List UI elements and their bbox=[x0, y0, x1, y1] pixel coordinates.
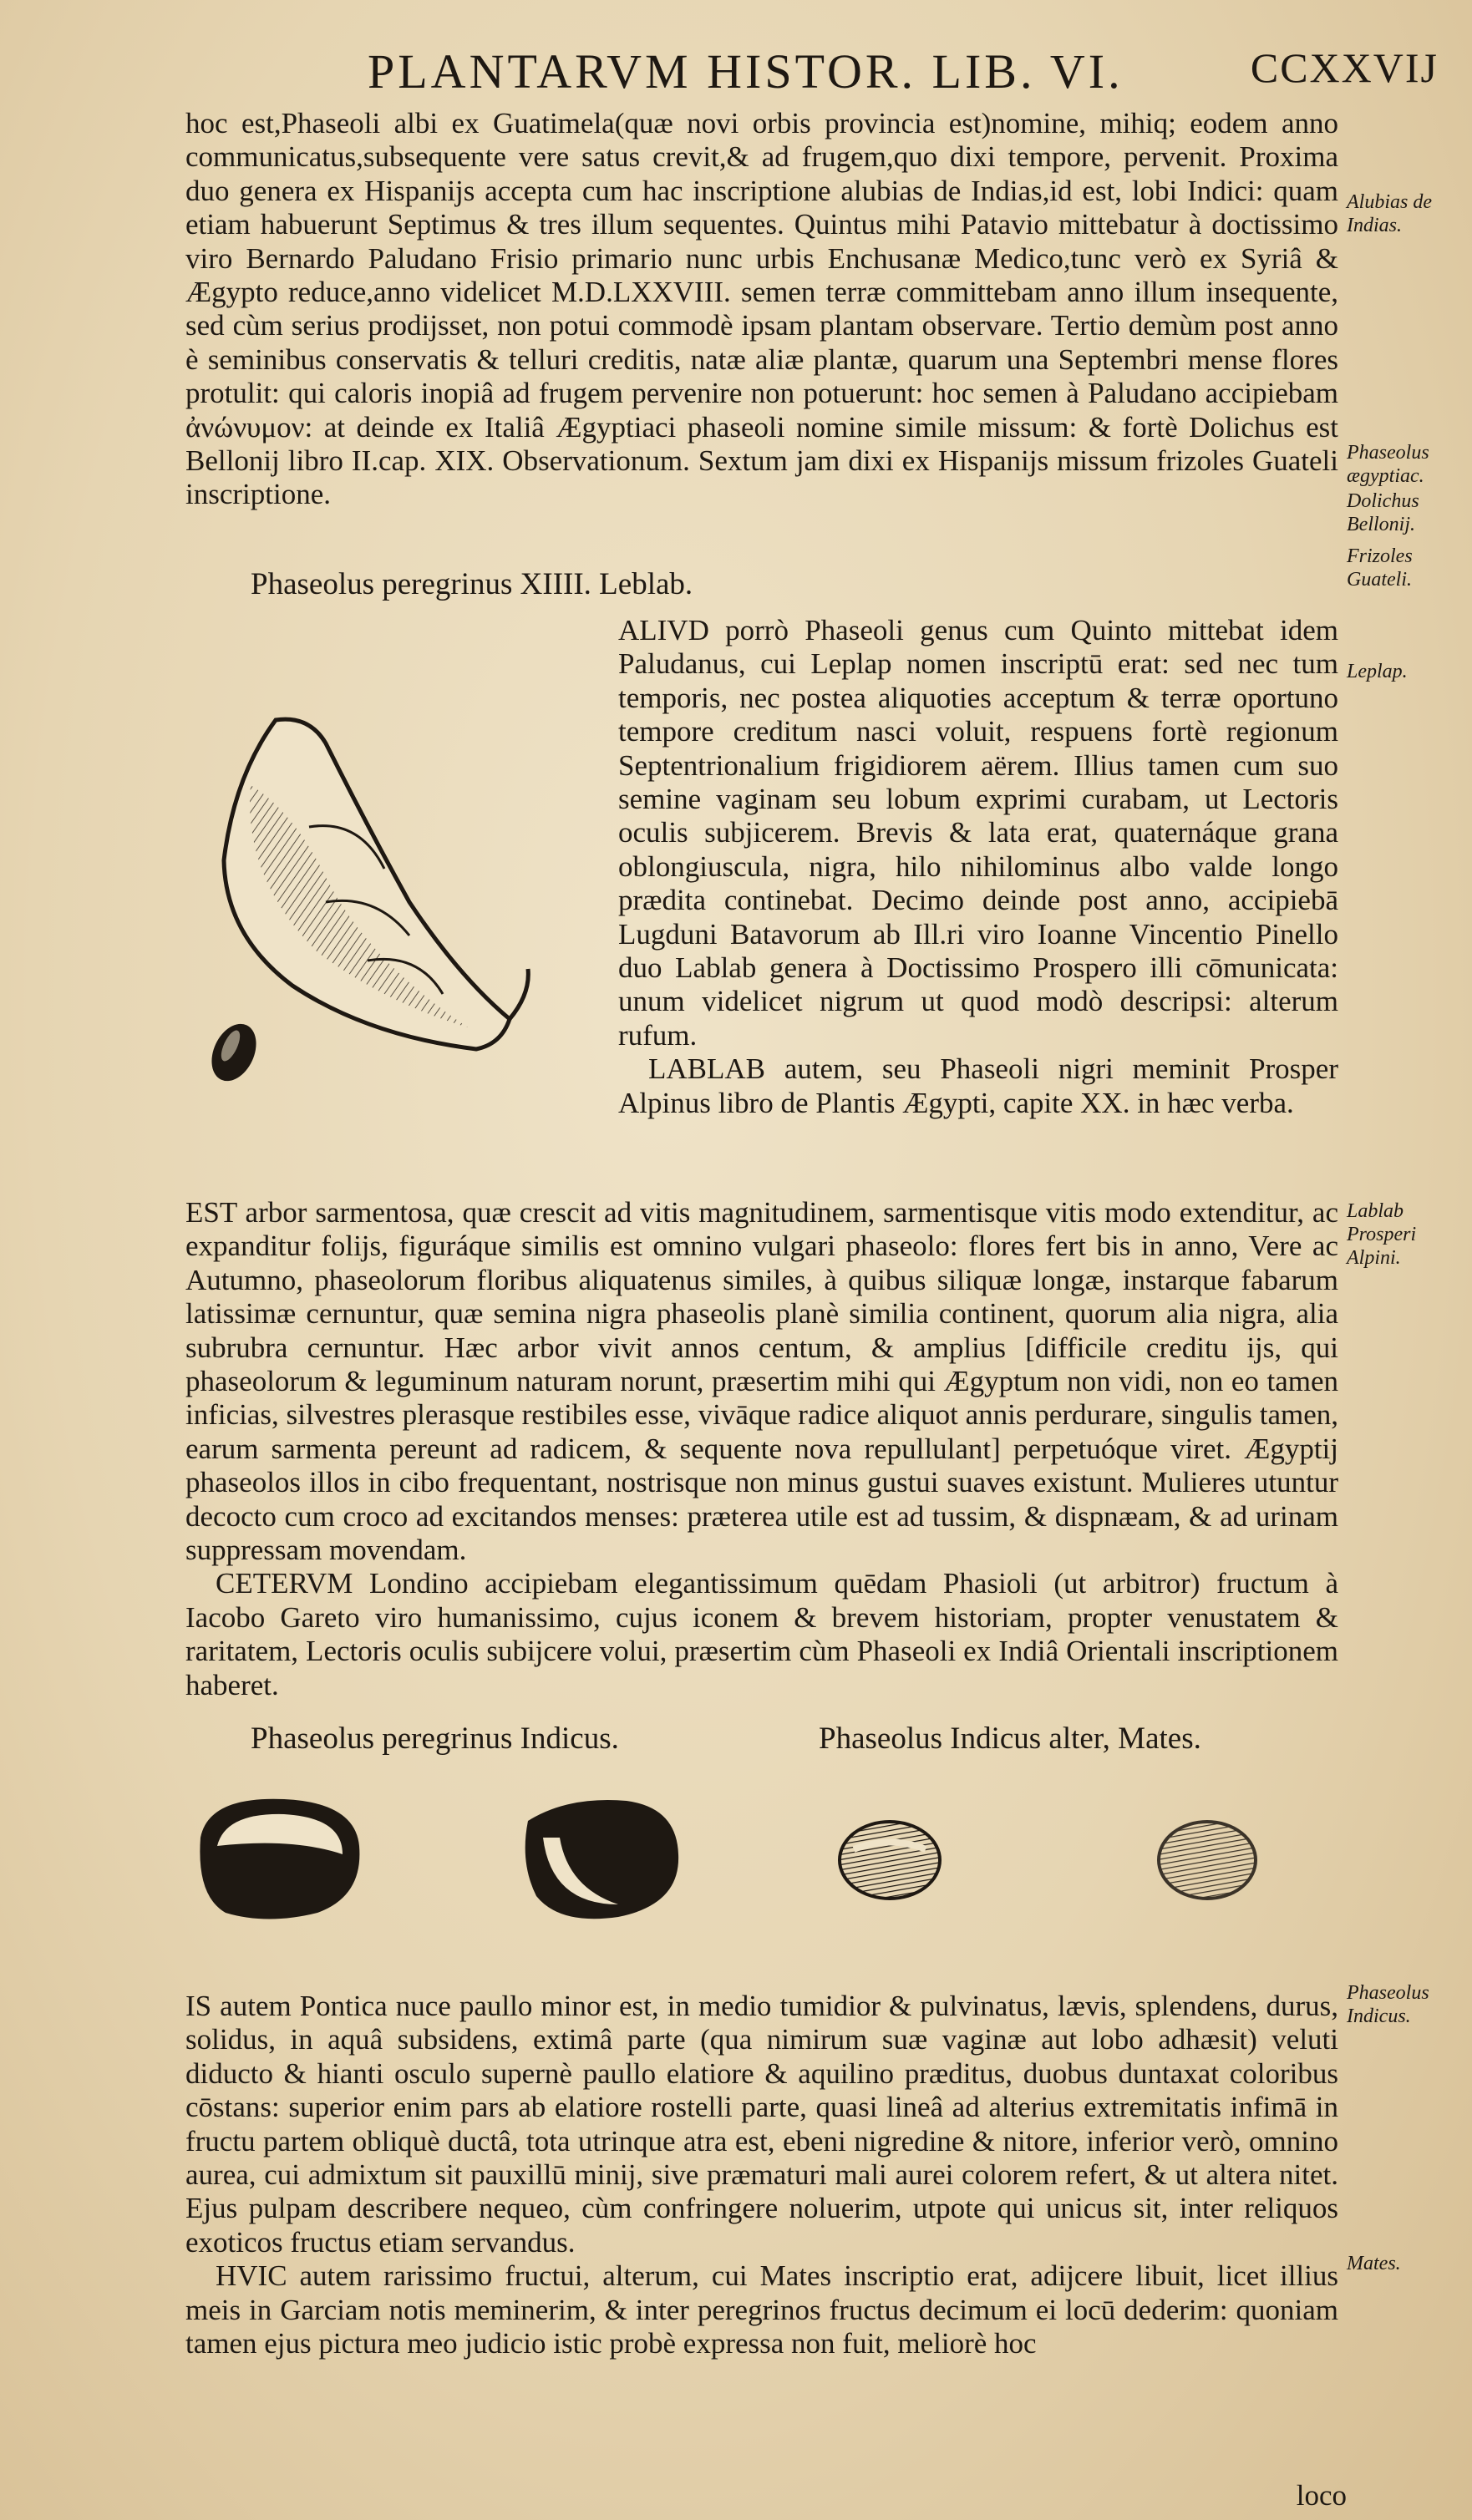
paragraph-ceterum: CETERVM Londino accipiebam elegantissimum quēdam Phasioli (ut arbitror) fructum à Iacobo Gareto viro humanissimo, cujus iconem & brevem historiam, propter venustatem & raritatem, Lectoris oculis subijcere volui, præsertim cùm Phaseoli ex Indiâ Orientali inscriptionem haberet. bbox=[185, 1567, 1338, 1701]
pod-outline bbox=[224, 719, 510, 1049]
margin-note-dolichus: Dolichus Bellonij. bbox=[1347, 490, 1419, 535]
indicus-bean-figure-1 bbox=[192, 1787, 368, 1929]
paragraph-huic-autem: HVIC autem rarissimo fructui, alterum, cui Mates inscriptio erat, adijcere libuit, licet illius meis in Garciam notis meminerim, & inter peregrinos fructus decimum ei locū dederim: quoniam tamen ejus pictura meo judicio istic probè expressa non fuit, meliorè hoc bbox=[185, 2259, 1338, 2360]
catchword: loco bbox=[1296, 2479, 1347, 2512]
paragraph-is-autem: IS autem Pontica nuce paullo minor est, in medio tumidior & pulvinatus, lævis, splendens, durus, solidus, in aquâ subsidens, extimâ parte (qua nimirum suæ vaginæ aut lobo adhæsit) veluti diducto & hianti osculo supernè paullo elatiore & aquilino præditus, duobus duntaxat coloribus cōstans: superior enim pars ab elatiore rostelli parte, quasi lineâ ad alterius extremitatis infimā in fructu partem obliquè ductâ, tota utrinque atra est, ebeni nigredine & nitore, inferior verò, omnino aurea, cui admixtum sit pauxillū minij, sive præmaturi mali aurei colorem refert, & ut altera nitet. Ejus pulpam describere nequeo, cùm confringere noluerim, utpote qui unicus sit, inter reliquos exoticos fructus etiam servandus. bbox=[185, 1990, 1338, 2259]
text-block-2 bbox=[618, 614, 1338, 1120]
margin-note-mates: Mates. bbox=[1347, 2253, 1401, 2274]
folio-number: CCXXVIJ bbox=[1250, 44, 1439, 91]
margin-note-leplap: Leplap. bbox=[1347, 661, 1408, 682]
indicus-bean-view-2 bbox=[518, 1787, 685, 1929]
page-header bbox=[368, 43, 1439, 102]
paragraph-est-arbor: EST arbor sarmentosa, quæ crescit ad vitis magnitudinem, sarmentisque vitis modo extenditur, ac expanditur folijs, figuráque similis est omnino vulgari phaseolo: flores fert bis in anno, Vere ac Autumno, phaseolorum floribus aliquatenus similes, à quibus siliquæ longæ, instarque fabarum latissimæ cernuntur, quæ semina nigra phaseolis planè similia continent, quorum alia nigra, alia subrubra cernuntur. Hæc arbor vivit annos centum, & amplius [difficile creditu ijs, qui phaseolorum & leguminum naturam norunt, præsertim mihi qui Ægyptum non vidi, non eo tamen inficias, silvestres plerasque restibiles esse, vivāque radice aliquot annis perdurare, singulis tamen, earum sarmenta pereunt ad radicem, & sequente nova repullulant] perpetuóque viret. Ægyptij phaseolos illos in cibo frequentant, nostrisque non minus gustui suaves existunt. Mulieres utuntur decocto cum croco ad excitandos menses: præterea utile est ad tussim, & dispnæam, & ad urinam suppressam movendam. bbox=[185, 1196, 1338, 1567]
margin-note-lablab-prosperi: Lablab Prosperi Alpini. bbox=[1347, 1200, 1417, 1269]
indicus-bean-figure-2 bbox=[518, 1787, 685, 1929]
mates-bean-figure-1 bbox=[835, 1814, 944, 1906]
margin-note-frizoles: Frizoles Guateli. bbox=[1347, 545, 1413, 591]
leblab-pod-figure bbox=[200, 685, 560, 1094]
mates-bean-view-1 bbox=[835, 1814, 944, 1906]
leblab-pod-illustration bbox=[200, 685, 560, 1094]
mates-bean-view-2 bbox=[1153, 1814, 1261, 1906]
text-block-1 bbox=[185, 107, 1338, 512]
margin-note-alubias: Alubias de Indias. bbox=[1347, 191, 1432, 236]
text-block-3 bbox=[185, 1196, 1338, 1702]
margin-note-phaseolus-aegyptiac: Phaseolus ægyptiac. bbox=[1347, 442, 1429, 487]
pod-tip bbox=[510, 969, 528, 1019]
paragraph-guatimela: hoc est,Phaseoli albi ex Guatimela(quæ novi orbis provincia est)nomine, mihiq; eodem anno communicatus,subsequente vere satus crevit,& ad frugem,quo dixi tempore, pervenit. Proxima duo genera ex Hispanijs accepta cum hac inscriptione alubias de Indias,id est, lobi Indici: quam etiam habuerunt Septimus & tres illum sequentes. Quintus mihi Patavio mittebatur à doctissimo viro Bernardo Paludano Frisio primario nunc urbis Enchusanæ Medico,tunc verò ex Syriâ & Ægypto reduce,anno videlicet M.D.LXXVIII. semen terræ committebam anno illum insequente, sed cùm serius prodijsset, non potui commodè ipsam plantam observare. Tertio demùm post anno è seminibus conservatis & telluri creditis, natæ aliæ plantæ, quarum una Septembri mense flores protulit: qui caloris inopiâ ad frugem pervenire non potuerunt: hoc semen à Paludano accipiebam ἀνώνυμον: at deinde ex Italiâ Ægyptiaci phaseoli nomine simile missum: & fortè Dolichus est Bellonij libro II.cap. XIX. Observationum. Sextum jam dixi ex Hispanijs missum frizoles Guateli inscriptione. bbox=[185, 107, 1338, 511]
margin-note-phaseolus-indicus: Phaseolus Indicus. bbox=[1347, 1982, 1429, 2027]
text-block-4 bbox=[185, 1990, 1338, 2360]
mates-bean-figure-2 bbox=[1153, 1814, 1261, 1906]
paragraph-lablab-intro: LABLAB autem, seu Phaseoli nigri meminit Prosper Alpinus libro de Plantis Ægypti, capite XX. in hæc verba. bbox=[618, 1052, 1338, 1119]
paragraph-aliud: ALIVD porrò Phaseoli genus cum Quinto mittebat idem Paludanus, cui Leplap nomen inscriptū erat: sed nec tum temporis, nec postea aliquoties acceptum & terræ oportuno tempore creditum nasci voluit, respuens fortè regionum Septentrionalium frigidiorem aërem. Illius tamen cum suo semine vaginam seu lobum exprimi curabam, ut Lectoris oculis subjicerem. Brevis & lata erat, quaternáque grana oblongiuscula, nigra, hilo nihilominus albo valde longo prædita continebat. Decimo deinde post anno, accipiebā Lugduni Batavorum ab Ill.ri viro Ioanne Vincentio Pinello duo Lablab genera à Doctissimo Prospero illi cōmunicata: unum videlicet nigrum ut quod modò descripsi: alterum rufum. bbox=[618, 614, 1338, 1052]
caption-phaseolus-mates: Phaseolus Indicus alter, Mates. bbox=[819, 1721, 1201, 1756]
indicus-bean-view-1 bbox=[192, 1787, 368, 1929]
caption-leblab: Phaseolus peregrinus XIIII. Leblab. bbox=[251, 567, 693, 601]
caption-phaseolus-indicus: Phaseolus peregrinus Indicus. bbox=[251, 1721, 619, 1756]
running-title: PLANTARVM HISTOR. LIB. VI. bbox=[368, 44, 1124, 99]
